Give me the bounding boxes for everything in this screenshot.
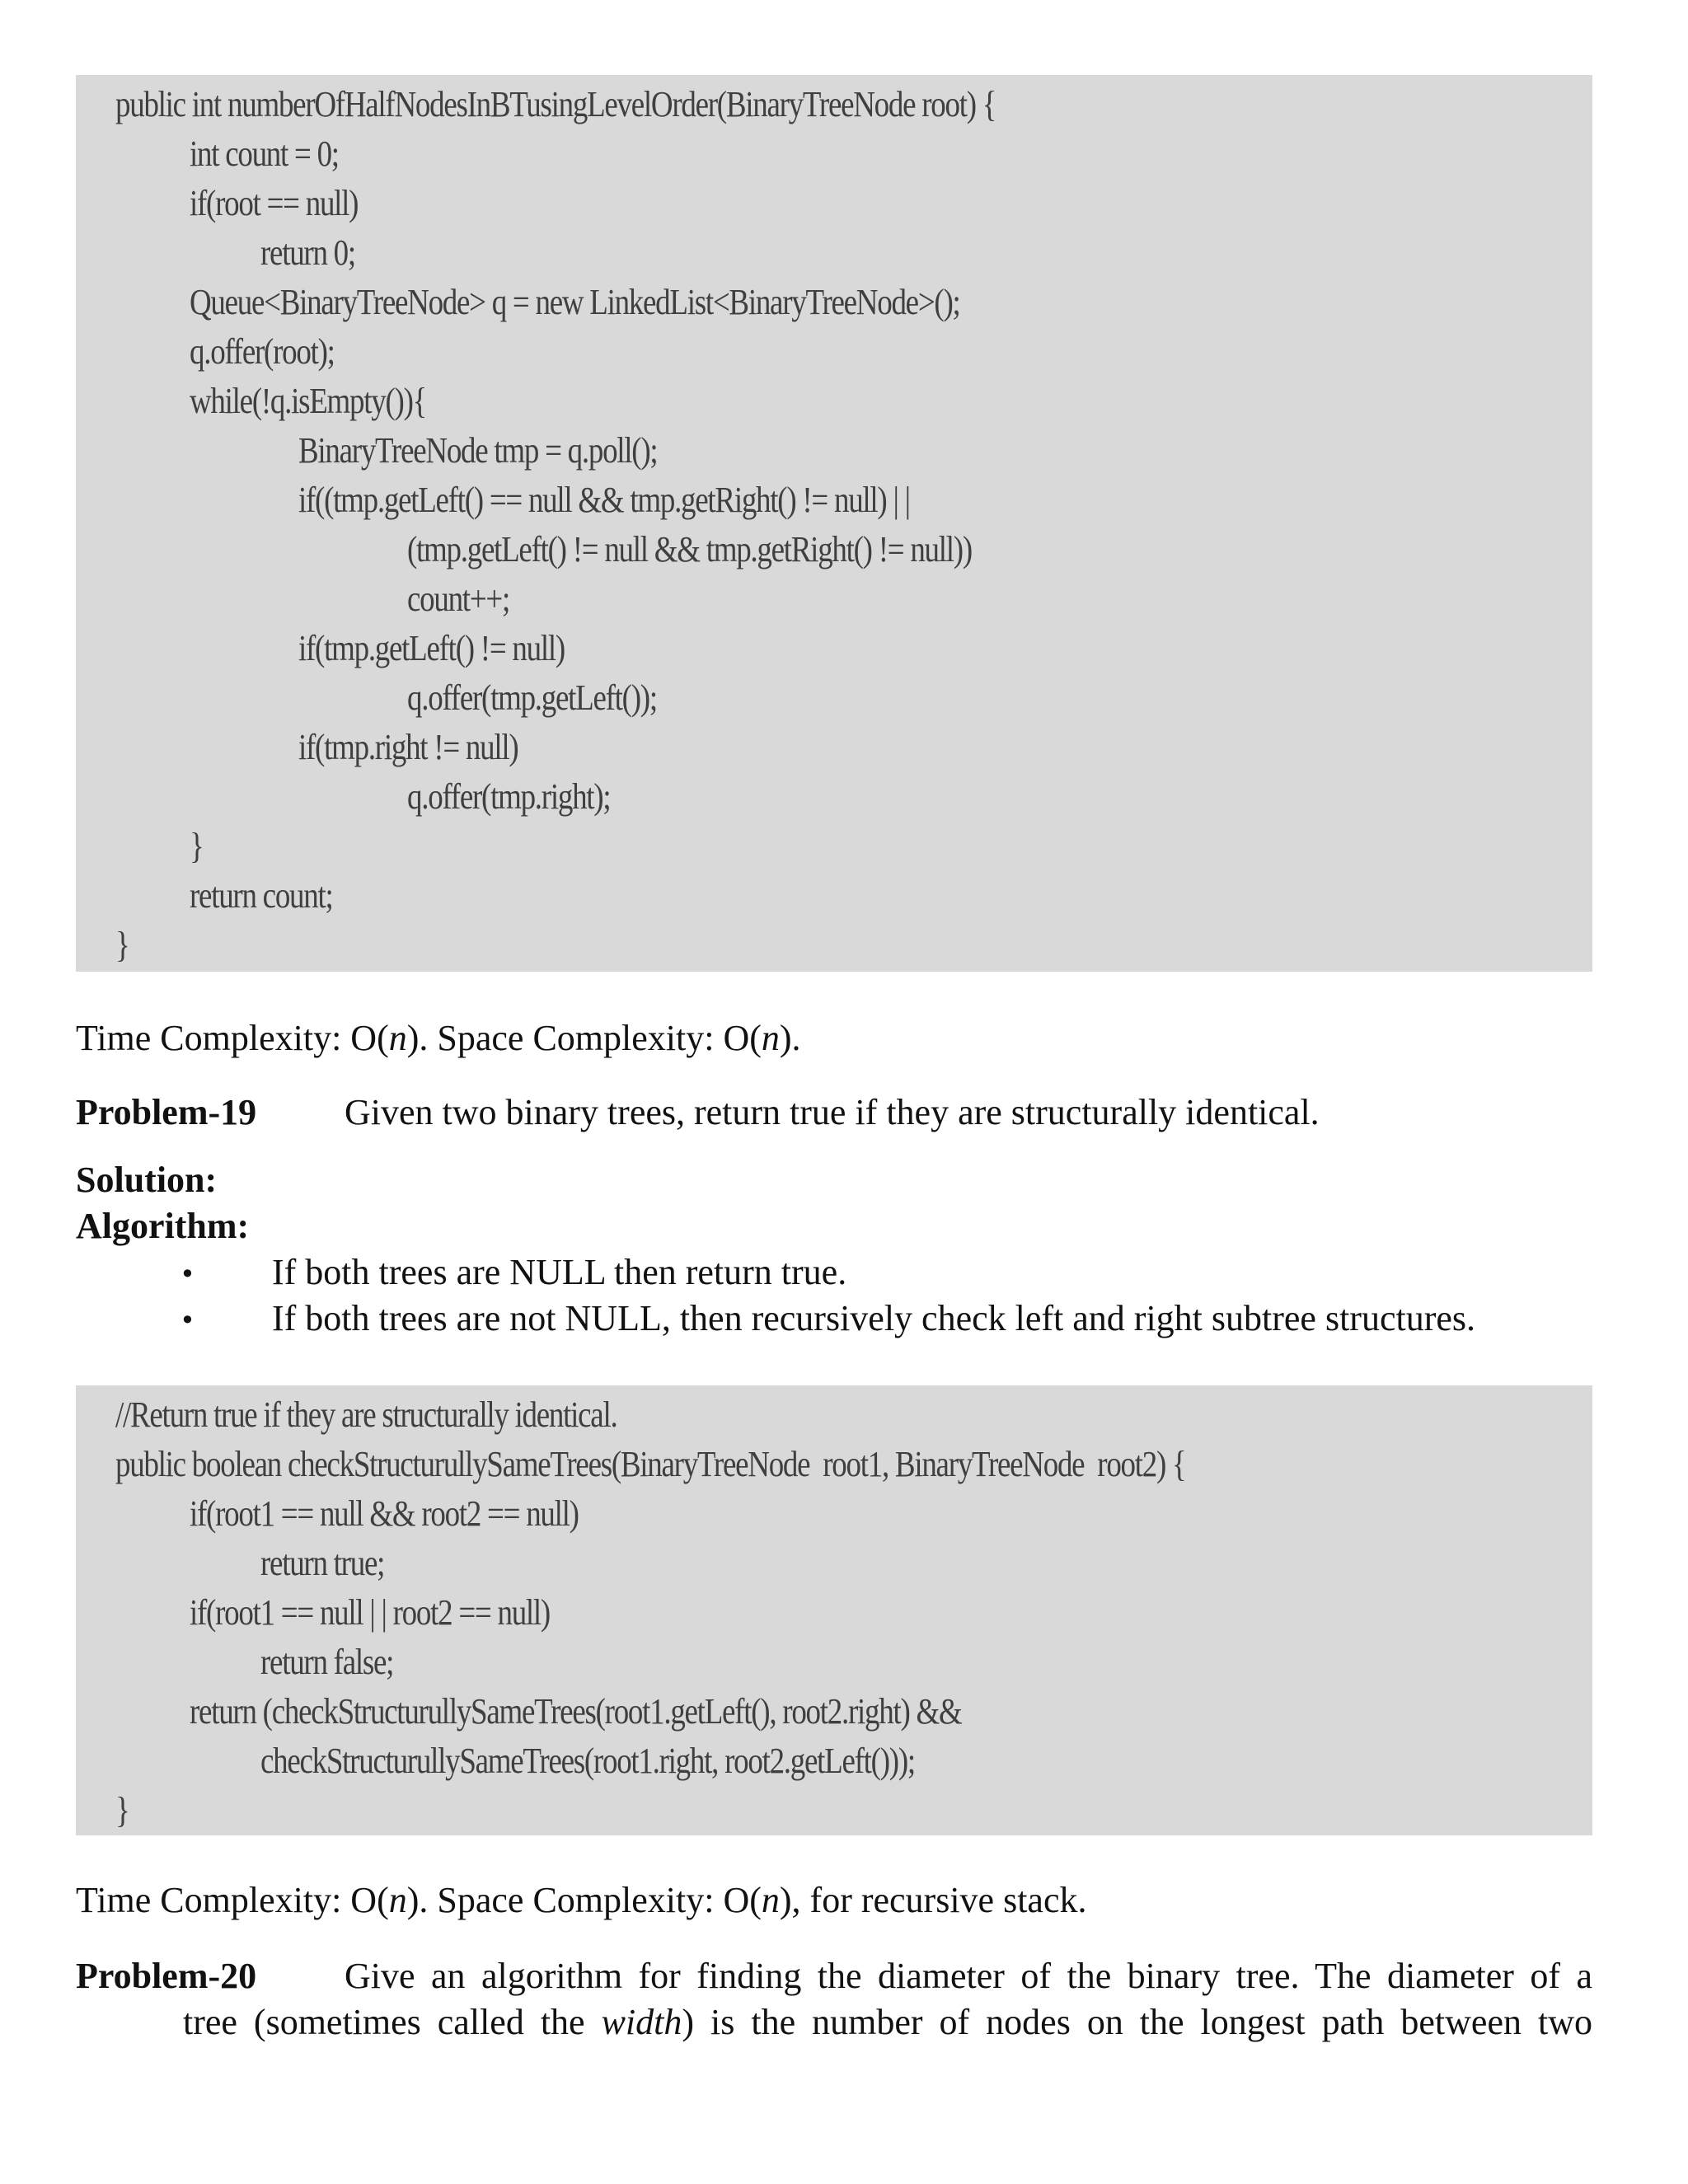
solution-heading: Solution: — [76, 1160, 218, 1200]
code-line: Queue<BinaryTreeNode> q = new LinkedList<BinaryTreeNode>(); — [190, 282, 960, 322]
code-line: return 0; — [260, 232, 355, 273]
complexity-suffix: ), for recursive stack. — [779, 1880, 1087, 1920]
code-line: q.offer(root); — [190, 331, 335, 372]
code-line: //Return true if they are structurally identical. — [115, 1394, 617, 1435]
code-line: count++; — [407, 579, 509, 619]
problem-text-emphasis: width — [601, 2002, 682, 2042]
complexity-suffix: ). — [779, 1018, 801, 1058]
complexity-n: n — [388, 1880, 407, 1920]
code-line: return true; — [260, 1543, 385, 1583]
complexity-prefix: Time Complexity: O( — [76, 1880, 389, 1920]
code-line: } — [190, 826, 204, 866]
code-line: int count = 0; — [190, 134, 339, 174]
bullet-dot: • — [180, 1305, 195, 1336]
code-line: if(tmp.right != null) — [298, 727, 518, 767]
code-line: public boolean checkStructurullySameTrees(BinaryTreeNode root1, BinaryTreeNode root2) { — [115, 1444, 1186, 1484]
code-line: if((tmp.getLeft() == null && tmp.getRight() != null) | | — [298, 480, 910, 520]
code-block-half-nodes — [76, 75, 1592, 972]
complexity-note — [76, 1020, 801, 1057]
bullet-dot: • — [180, 1258, 195, 1290]
code-line: while(!q.isEmpty()){ — [190, 381, 427, 421]
code-block-structurally-same — [76, 1385, 1592, 1835]
complexity-middle: ). Space Complexity: O( — [406, 1018, 762, 1058]
complexity-n: n — [761, 1018, 780, 1058]
code-line: public int numberOfHalfNodesInBTusingLevelOrder(BinaryTreeNode root) { — [115, 84, 996, 124]
problem-statement-line: Give an algorithm for finding the diameter of the binary tree. The diameter of a — [345, 1956, 1592, 1996]
code-line: checkStructurullySameTrees(root1.right, root2.getLeft())); — [260, 1741, 915, 1781]
problem-label: Problem-20 — [76, 1956, 257, 1996]
problem-text-part: tree (sometimes called the — [183, 2002, 602, 2042]
code-line: q.offer(tmp.right); — [407, 776, 611, 817]
code-line: return false; — [260, 1642, 394, 1682]
code-line: } — [115, 1790, 129, 1830]
complexity-prefix: Time Complexity: O( — [76, 1018, 389, 1058]
code-line: q.offer(tmp.getLeft()); — [407, 677, 657, 718]
problem-text-part: ) is the number of nodes on the longest path between two — [682, 2002, 1592, 2042]
code-line: return count; — [190, 875, 333, 916]
problem-label: Problem-19 — [76, 1092, 257, 1132]
code-line: } — [115, 925, 129, 965]
complexity-note — [76, 1882, 1087, 1919]
code-line: return (checkStructurullySameTrees(root1.getLeft(), root2.right) && — [190, 1691, 962, 1732]
problem-statement: Given two binary trees, return true if they are structurally identical. — [345, 1092, 1320, 1132]
code-line: if(tmp.getLeft() != null) — [298, 628, 565, 668]
complexity-middle: ). Space Complexity: O( — [406, 1880, 762, 1920]
code-line: BinaryTreeNode tmp = q.poll(); — [298, 430, 658, 471]
problem-statement-line — [183, 2004, 1592, 2041]
bullet-item: If both trees are NULL then return true. — [272, 1252, 847, 1292]
code-line: if(root == null) — [190, 183, 359, 223]
algorithm-heading: Algorithm: — [76, 1206, 250, 1246]
code-line: if(root1 == null | | root2 == null) — [190, 1592, 550, 1633]
complexity-n: n — [388, 1018, 407, 1058]
code-line: (tmp.getLeft() != null && tmp.getRight() != null)) — [407, 529, 972, 569]
bullet-item: If both trees are not NULL, then recursively check left and right subtree structures. — [272, 1298, 1476, 1338]
code-line: if(root1 == null && root2 == null) — [190, 1493, 579, 1534]
complexity-n: n — [761, 1880, 780, 1920]
